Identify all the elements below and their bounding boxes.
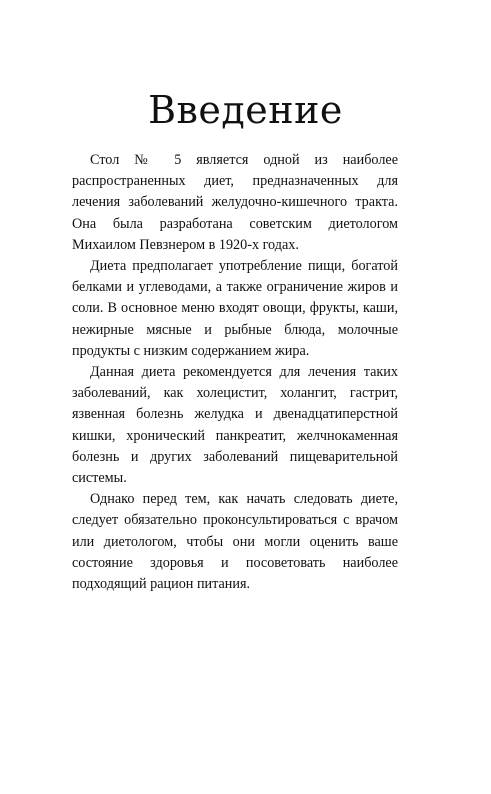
paragraph-3: Данная диета рекомендуется для лечения таких заболеваний, как холецистит, холангит, гастрит, язвенная болезнь желудка и двенадцатиперстной кишки, хронический панкреатит, желчнокаменная болезнь и других заболеваний пищеварительной системы.	[72, 364, 398, 487]
paragraph-4: Однако перед тем, как начать следовать диете, следует обязательно проконсультироваться с врачом или диетологом, чтобы они могли оценить ваше состояние здоровья и посоветовать наиболее подходящий рацион питания.	[72, 491, 398, 593]
body-text	[72, 150, 398, 595]
paragraph-2: Диета предполагает употребление пищи, богатой белками и углеводами, а также ограничение жиров и соли. В основное меню входят овощи, фрукты, каши, нежирные мясные и рыбные блюда, молочные продукты с низким содержанием жира.	[72, 258, 398, 359]
chapter-title: Введение	[148, 88, 343, 132]
paragraph-1: Стол № 5 является одной из наиболее распространенных диет, предназначенных для лечения заболеваний желудочно-кишечного тракта. Она была разработана советским диетологом Михаилом Певзнером в 1920-х годах.	[72, 152, 398, 253]
